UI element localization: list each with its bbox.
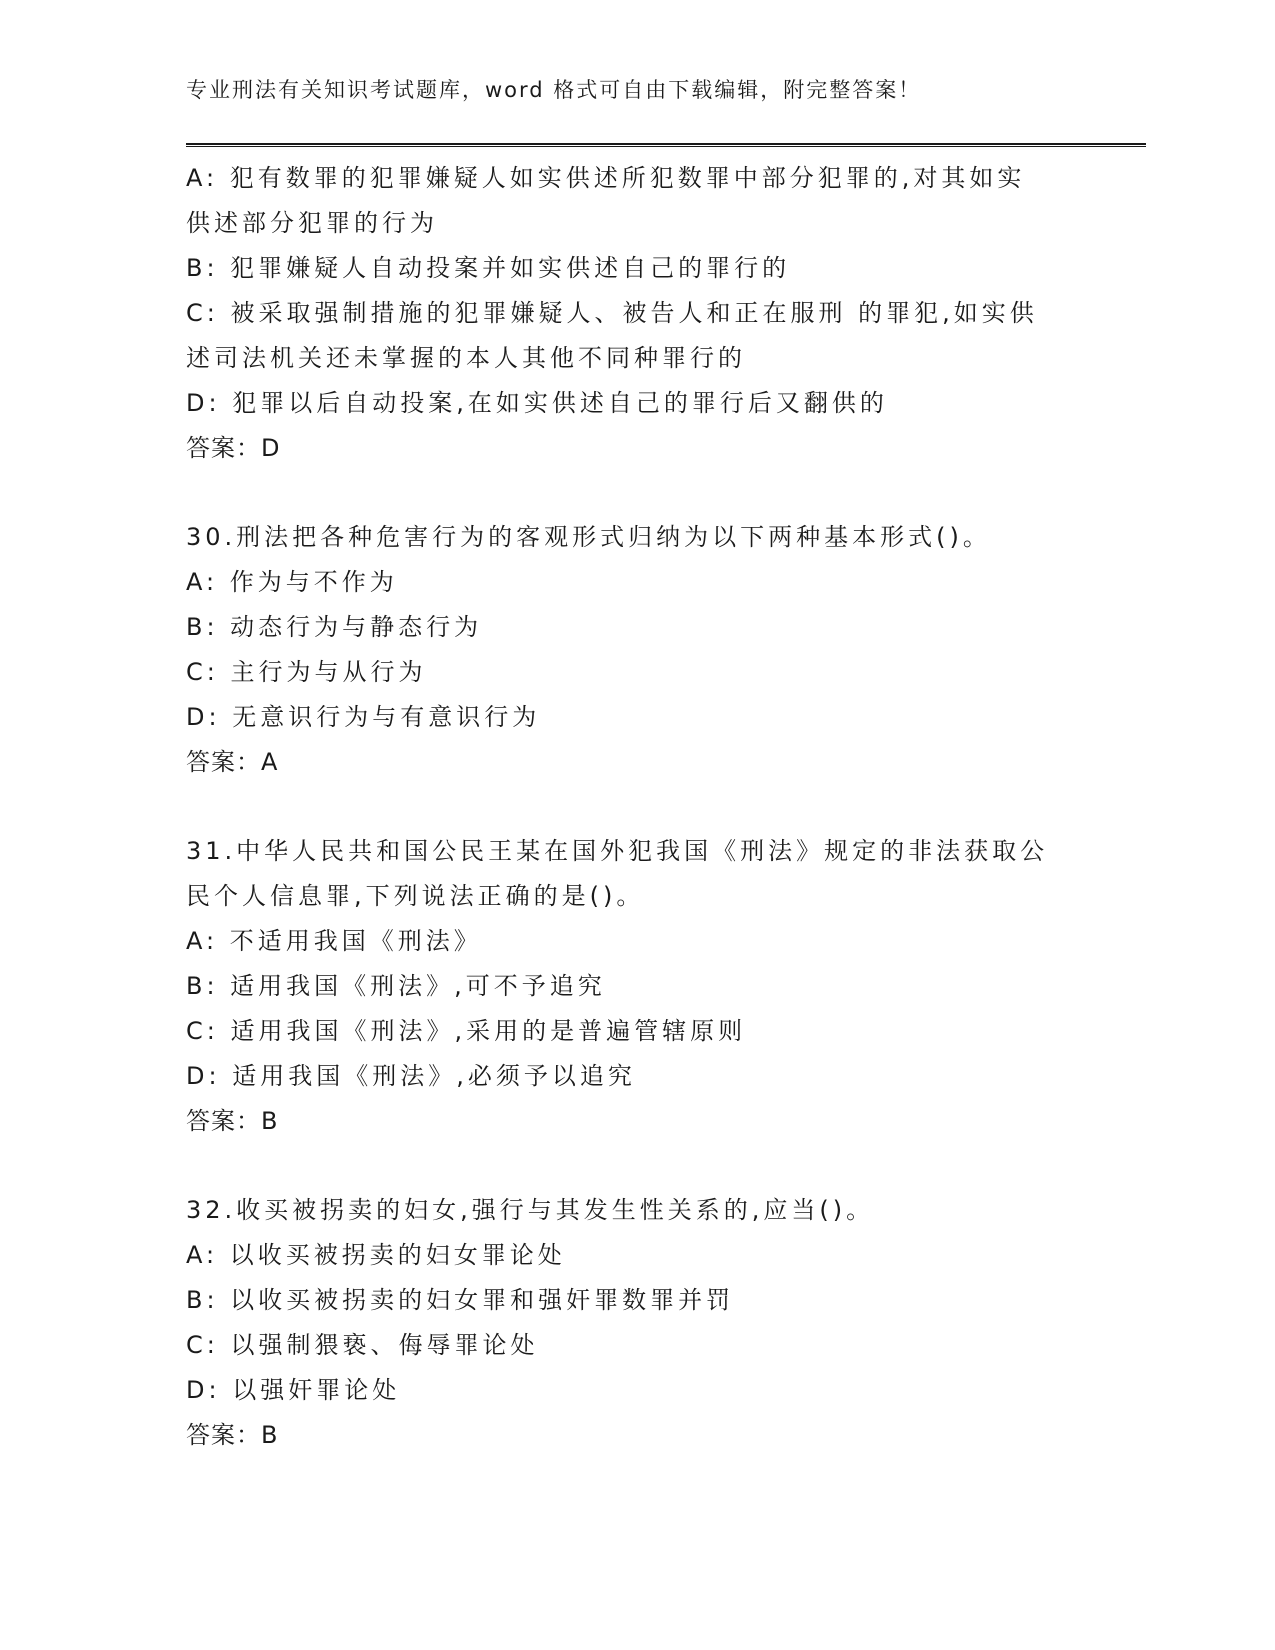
option-a: A: 不适用我国《刑法》 [186,927,482,955]
option-line: B: 犯罪嫌疑人自动投案并如实供述自己的罪行的 [186,254,791,282]
answer-line: 答案：D [186,434,281,462]
page-header: 专业刑法有关知识考试题库，word 格式可自由下载编辑，附完整答案！ [186,78,922,102]
option-c: C: 适用我国《刑法》,采用的是普遍管辖原则 [186,1017,747,1045]
answer-line: 答案：A [186,748,279,776]
option-d: D: 无意识行为与有意识行为 [186,703,541,731]
header-divider [186,143,1146,147]
question-stem: 31.中华人民共和国公民王某在国外犯我国《刑法》规定的非法获取公 [186,837,1049,865]
option-b: B: 适用我国《刑法》,可不予追究 [186,972,606,1000]
option-d: D: 适用我国《刑法》,必须予以追究 [186,1062,636,1090]
question-item [186,829,1086,1144]
option-d [186,381,1086,426]
option-a: A: 作为与不作为 [186,568,398,596]
option-line: A: 犯有数罪的犯罪嫌疑人如实供述所犯数罪中部分犯罪的,对其如实 [186,164,1026,192]
option-b: B: 以收买被拐卖的妇女罪和强奸罪数罪并罚 [186,1286,735,1314]
option-a [186,156,1086,246]
option-c: C: 以强制猥亵、侮辱罪论处 [186,1331,539,1359]
option-line: 供述部分犯罪的行为 [186,209,438,237]
question-stem: 30.刑法把各种危害行为的客观形式归纳为以下两种基本形式()。 [186,523,991,551]
option-c [186,291,1086,381]
option-d: D: 以强奸罪论处 [186,1376,401,1404]
question-item [186,515,1086,785]
question-item [186,156,1086,471]
question-list [186,156,1086,1458]
answer-line: 答案：B [186,1107,279,1135]
question-stem: 民个人信息罪,下列说法正确的是()。 [186,882,645,910]
option-a: A: 以收买被拐卖的妇女罪论处 [186,1241,566,1269]
option-b [186,246,1086,291]
option-line: D: 犯罪以后自动投案,在如实供述自己的罪行后又翻供的 [186,389,888,417]
option-line: C: 被采取强制措施的犯罪嫌疑人、被告人和正在服刑 的罪犯,如实供 [186,299,1038,327]
question-stem: 32.收买被拐卖的妇女,强行与其发生性关系的,应当()。 [186,1196,875,1224]
question-item [186,1188,1086,1458]
option-c: C: 主行为与从行为 [186,658,427,686]
option-b: B: 动态行为与静态行为 [186,613,483,641]
answer-line: 答案：B [186,1421,279,1449]
option-line: 述司法机关还未掌握的本人其他不同种罪行的 [186,344,746,372]
